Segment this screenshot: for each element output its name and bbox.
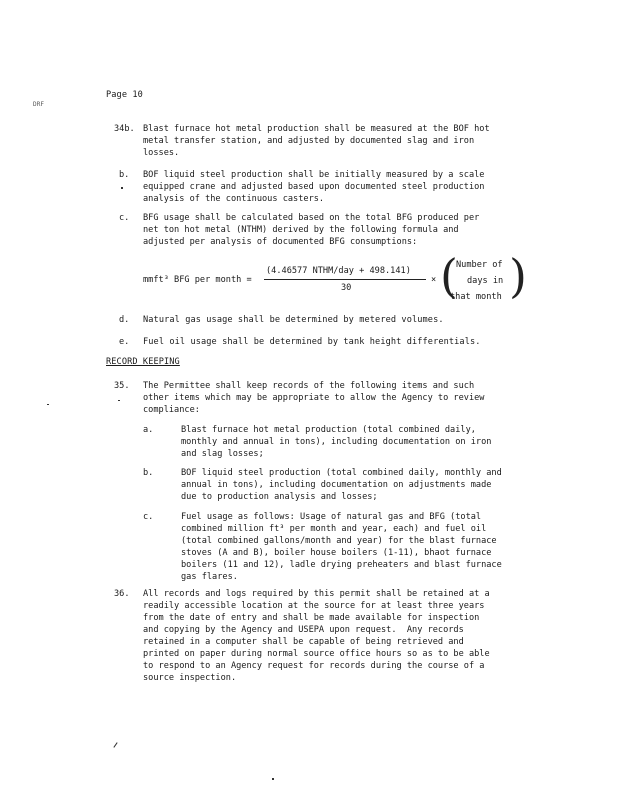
item-35a-text <box>181 424 491 460</box>
item-number: 34b. <box>114 124 135 134</box>
text-line: losses. <box>143 148 180 158</box>
sub-e-text: Fuel oil usage shall be determined by tank height differentials. <box>143 337 481 347</box>
text-line: metal transfer station, and adjusted by documented slag and iron <box>143 136 475 146</box>
text-line: (total combined gallons/month and year) for the blast furnace <box>181 536 497 546</box>
text-line: due to production analysis and losses; <box>181 492 378 502</box>
text-line: BOF liquid steel production shall be initially measured by a scale <box>143 170 485 180</box>
text-line: compliance: <box>143 405 200 415</box>
section-heading: RECORD KEEPING <box>106 357 180 367</box>
text-line: Fuel usage as follows: Usage of natural gas and BFG (total <box>181 512 482 522</box>
text-line: and slag losses; <box>181 449 264 459</box>
text-line: retained in a computer shall be capable of being retrieved and <box>143 637 464 647</box>
scan-speck <box>118 400 120 401</box>
bracket-line-1: Number of <box>456 260 503 270</box>
formula-lhs: mmft³ BFG per month = <box>143 275 252 285</box>
bracket-line-2: days in <box>467 276 504 286</box>
item-35c-text <box>181 511 502 583</box>
item-number: 35. <box>114 381 130 391</box>
right-bracket: ) <box>509 249 527 303</box>
text-line: from the date of entry and shall be made available for inspection <box>143 613 480 623</box>
text-line: gas flares. <box>181 572 238 582</box>
scan-speck <box>272 778 274 780</box>
text-line: source inspection. <box>143 673 237 683</box>
text-line: net ton hot metal (NTHM) derived by the following formula and <box>143 225 459 235</box>
sub-label-b: b. <box>143 468 154 478</box>
text-line: equipped crane and adjusted based upon documented steel production <box>143 182 485 192</box>
text-line: printed on paper during normal source office hours so as to be able <box>143 649 490 659</box>
sub-label-d: d. <box>119 315 130 325</box>
sub-label-e: e. <box>119 337 130 347</box>
sub-label-a: a. <box>143 425 154 435</box>
sub-d-text: Natural gas usage shall be determined by metered volumes. <box>143 315 444 325</box>
fraction-bar <box>264 279 426 280</box>
sub-label-b: b. <box>119 170 130 180</box>
text-line: stoves (A and B), boiler house boilers (1-11), bhaot furnace <box>181 548 492 558</box>
item-35-text <box>143 380 484 416</box>
text-line: monthly and annual in tons), including documentation on iron <box>181 437 492 447</box>
item-34b-text <box>143 123 490 159</box>
sub-c-text <box>143 212 479 248</box>
left-bracket: ( <box>440 249 458 303</box>
item-35b-text <box>181 467 502 503</box>
formula-times: × <box>431 275 437 285</box>
sub-b-text <box>143 169 484 205</box>
scan-speck <box>113 742 117 747</box>
scan-speck <box>121 187 123 189</box>
margin-mark: DRF <box>33 101 45 108</box>
text-line: Blast furnace hot metal production shall be measured at the BOF hot <box>143 124 490 134</box>
text-line: combined million ft³ per month and year, each) and fuel oil <box>181 524 487 534</box>
text-line: and copying by the Agency and USEPA upon request. Any records <box>143 625 464 635</box>
bracket-line-3: that month <box>450 292 502 302</box>
text-line: to respond to an Agency request for records during the course of a <box>143 661 485 671</box>
sub-label-c: c. <box>119 213 130 223</box>
scan-speck <box>47 404 49 405</box>
text-line: BOF liquid steel production (total combined daily, monthly and <box>181 468 502 478</box>
page-header: Page 10 <box>106 90 143 100</box>
sub-label-c: c. <box>143 512 154 522</box>
text-line: annual in tons), including documentation on adjustments made <box>181 480 492 490</box>
formula-numerator: (4.46577 NTHM/day + 498.141) <box>266 266 411 276</box>
text-line: analysis of the continuous casters. <box>143 194 325 204</box>
text-line: BFG usage shall be calculated based on the total BFG produced per <box>143 213 480 223</box>
text-line: Blast furnace hot metal production (total combined daily, <box>181 425 476 435</box>
text-line: other items which may be appropriate to allow the Agency to review <box>143 393 485 403</box>
formula-denominator: 30 <box>341 283 352 293</box>
text-line: adjusted per analysis of documented BFG consumptions: <box>143 237 418 247</box>
item-36-text <box>143 588 490 684</box>
item-number: 36. <box>114 589 130 599</box>
text-line: The Permittee shall keep records of the following items and such <box>143 381 475 391</box>
text-line: readily accessible location at the source for at least three years <box>143 601 485 611</box>
text-line: boilers (11 and 12), ladle drying preheaters and blast furnace <box>181 560 502 570</box>
text-line: All records and logs required by this permit shall be retained at a <box>143 589 490 599</box>
